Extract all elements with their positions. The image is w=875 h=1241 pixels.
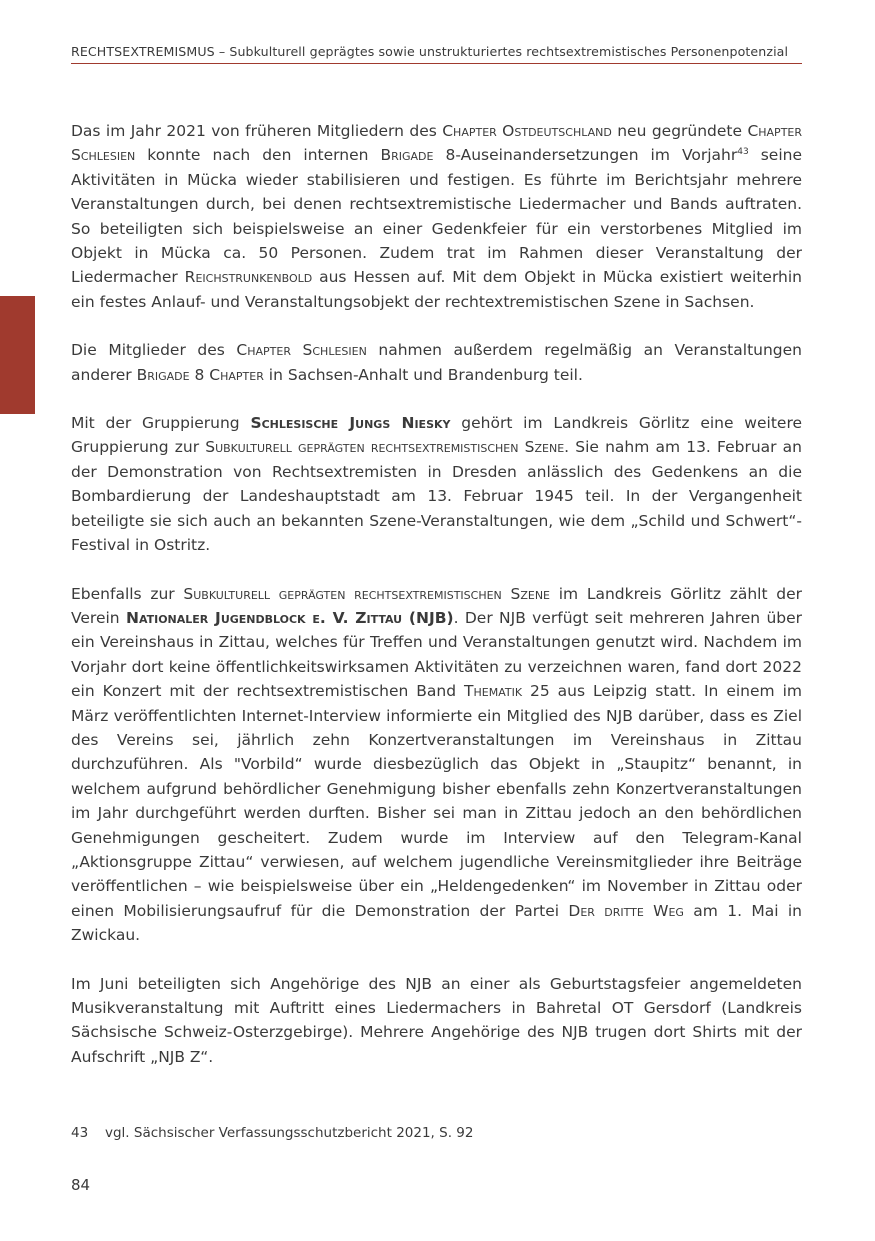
text-run: in Sachsen-Anhalt und Brandenburg teil. (263, 365, 583, 384)
text-run: 8-Auseinandersetzungen im Vorjahr (433, 146, 738, 165)
footnote (71, 1125, 473, 1141)
term-subkulturelle-szene: Subkulturell geprägten rechtsextremistischen Szene (183, 584, 551, 603)
term-der-dritte-weg: Der dritte Weg (568, 901, 684, 920)
term-reichstrunkenbold: Reichstrunkenbold (184, 268, 313, 287)
text-run: . Sie nahm am 13. Februar an der Demonstration von Rechtsextremisten in Dresden anlässlich des Gedenkens an die Bombardierung der Landeshauptstadt am 13. Februar 1945 teil. In der Vergangenheit beteiligte sie sich auch an bekannten Szene-Veranstaltungen, wie dem „Schild und Schwert“-Festival in Ostritz. (71, 438, 802, 555)
text-run: neu gegründete (611, 122, 748, 140)
body-text (71, 119, 802, 1093)
text-run: Das im Jahr 2021 von früheren Mitgliedern des (71, 122, 443, 140)
term-chapter: Chapter (209, 365, 264, 384)
running-header-title: RECHTSEXTREMISMUS – Subkulturell geprägtes sowie unstrukturiertes rechtsextremistisches Personenpotenzial (71, 44, 789, 59)
text-run: am 1. Mai in Zwickau. (71, 901, 802, 945)
term-chapter-schlesien: Chapter Schlesien (236, 341, 367, 360)
term-schlesische-jungs-niesky: Schlesische Jungs Niesky (250, 414, 451, 433)
text-run: aus Hessen auf. Mit dem Objekt in Mücka existiert weiterhin ein festes Anlauf- und Veranstaltungsobjekt der rechtextremistischen Szene in Sachsen. (71, 268, 803, 311)
text-run: gehört im Landkreis Görlitz eine weitere Gruppierung zur (71, 414, 803, 457)
paragraph-chapter-members (71, 338, 802, 387)
text-run: Ebenfalls zur (71, 584, 184, 603)
text-run: Mit der Gruppierung (71, 414, 251, 433)
paragraph-june-event (71, 972, 802, 1070)
text-run: seine Aktivitäten in Mücka wieder stabilisieren und festigen. Es führte im Berichtsjahr mehrere Veranstaltungen durch, bei denen rechtsextremistische Liedermacher und Bands auftraten. So beteiligten sich beispielsweise an einer Gedenkfeier für ein verstorbenes Mitglied im Objekt in Mücka ca. 50 Personen. Zudem trat im Rahmen dieser Veranstaltung der Liedermacher (71, 146, 802, 287)
running-header (71, 44, 802, 64)
paragraph-schlesische-jungs (71, 411, 802, 557)
text-run: konnte nach den internen (135, 146, 381, 165)
footnote-text: vgl. Sächsischer Verfassungsschutzbericht 2021, S. 92 (105, 1125, 474, 1141)
page-number: 84 (71, 1176, 91, 1194)
term-nationaler-jugendblock: Nationaler Jugendblock e. V. Zittau (NJB) (125, 608, 454, 627)
text-run: 8 (189, 365, 210, 384)
chapter-side-tab (0, 296, 35, 414)
text-run: . Der NJB verfügt seit mehreren Jahren über ein Vereinshaus in Zittau, welches für Treffen und Veranstaltungen genutzt wird. Nachdem im Vorjahr dort keine öffentlichkeitswirksamen Aktivitäten zu verzeichnen waren, fand dort 2022 ein Konzert mit der rechtsextremistischen Band (71, 608, 803, 701)
term-brigade: Brigade (380, 146, 434, 165)
text-run: Die Mitglieder des (71, 341, 237, 360)
term-chapter-ostdeutschland: Chapter Ostdeutschland (442, 122, 612, 140)
paragraph-njb (71, 582, 802, 948)
text-run: Im Juni beteiligten sich Angehörige des NJB an einer als Geburtstagsfeier angemeldeten Musikveranstaltung mit Auftritt eines Liedermachers in Bahretal OT Gersdorf (Landkreis Sächsische Schweiz-Osterzgebirge). Mehrere Angehörige des NJB trugen dort Shirts mit der Aufschrift „NJB Z“. (71, 974, 802, 1066)
footnote-number: 43 (71, 1125, 89, 1141)
text-run: im Landkreis Görlitz zählt der Verein (71, 584, 802, 627)
paragraph-chapter-schlesien (71, 119, 802, 314)
text-run: nahmen außerdem regelmäßig an Veranstaltungen anderer (71, 341, 802, 384)
footnote-reference[interactable]: 43 (737, 147, 749, 158)
term-subkulturelle-szene: Subkulturell geprägten rechtsextremistischen Szene (205, 438, 565, 457)
term-thematik: Thematik (464, 682, 523, 701)
term-chapter-schlesien: Chapter Schlesien (71, 122, 803, 165)
text-run: 25 aus Leipzig statt. In einem im März veröffentlichten Internet-Interview informierte ein Mitglied des NJB darüber, dass es Ziel des Vereins sei, jährlich zehn Konzertveranstaltungen im Vereinshaus in Zittau durchzuführen. Als "Vorbild“ wurde diesbezüglich das Objekt in „Staupitz“ benannt, in welchem aufgrund behördlicher Genehmigung bisher ebenfalls zehn Konzertveranstaltungen im Jahr durchgeführt werden durften. Bisher sei man in Zittau jedoch an den behördlichen Genehmigungen gescheitert. Zudem wurde im Interview auf den Telegram-Kanal „Aktionsgruppe Zittau“ verwiesen, auf welchem jugendliche Vereinsmitglieder ihre Beiträge veröffentlichen – wie beispielsweise über ein „Heldengedenken“ im November in Zittau oder einen Mobilisierungsaufruf für die Demonstration der Partei (71, 682, 802, 920)
term-brigade: Brigade (136, 365, 190, 384)
